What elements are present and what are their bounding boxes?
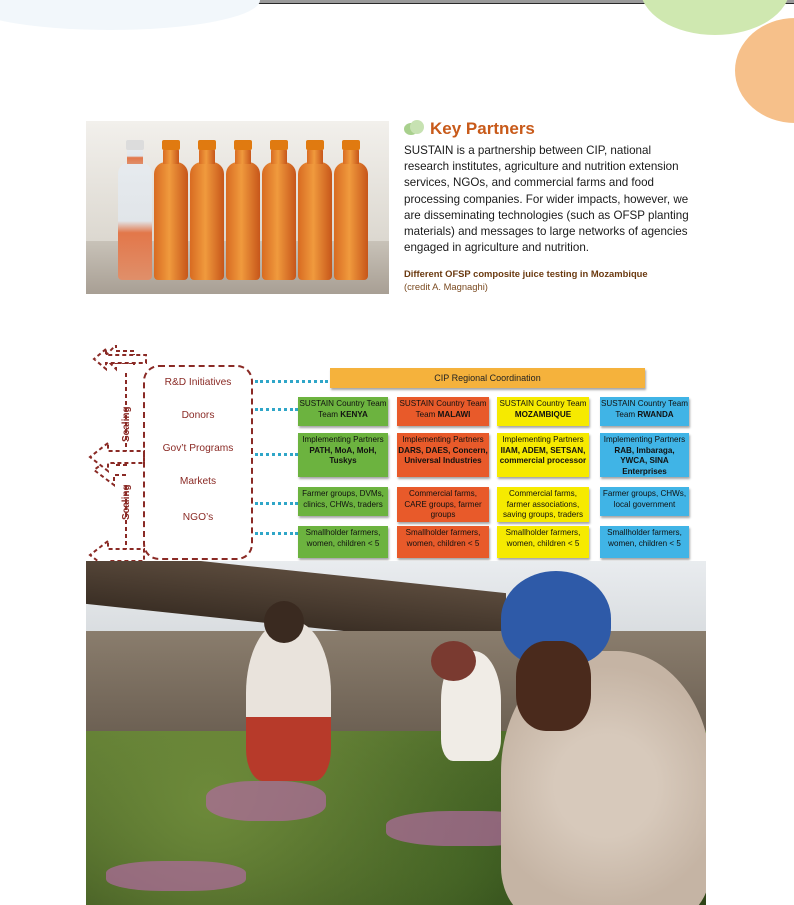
scaling-label-bottom: Scaling (121, 484, 132, 520)
connector-coordination (255, 380, 328, 383)
section-body-text: SUSTAIN is a partnership between CIP, national research institutes, agriculture and nutrition extension services, NGOs, and commercial farms and food processing companies. For wider impacts, however, we are disseminating technologies (such as OFSP planting materials) and messages to large networks of agencies engaged in agriculture and nutrition. (404, 144, 689, 255)
team-label: SUSTAIN Country Team (399, 399, 487, 408)
juice-bottles-photo (86, 121, 389, 294)
groups-box-rwanda: Farmer groups, CHWs, local government (600, 487, 689, 516)
team-label: SUSTAIN Country Team (299, 399, 387, 408)
connector-beneficiaries (255, 532, 298, 535)
team-country: MOZAMBIQUE (514, 409, 572, 419)
beneficiaries-box-malawi: Smallholder farmers, women, children < 5 (397, 526, 489, 558)
team-box-kenya (298, 397, 388, 426)
partners-title: Implementing Partners (402, 435, 484, 444)
section-title: Key Partners (430, 119, 535, 138)
market-photo (86, 561, 706, 905)
team-label-line2: Team RWANDA (615, 409, 674, 419)
leaf-icon (403, 119, 425, 137)
team-box-mozambique (497, 397, 589, 426)
list-item: R&D Initiatives (164, 377, 232, 388)
partners-box-rwanda (600, 433, 689, 477)
photo-caption (404, 267, 648, 293)
partners-list: RAB, Imbaraga, YWCA, SINA Enterprises (614, 445, 675, 476)
team-country: MALAWI (437, 409, 471, 419)
team-country: KENYA (340, 409, 368, 419)
beneficiaries-box-rwanda: Smallholder farmers, women, children < 5 (600, 526, 689, 558)
connector-groups (255, 502, 298, 505)
team-country: RWANDA (637, 409, 674, 419)
connector-partners (255, 453, 298, 456)
caption-credit: (credit A. Magnaghi) (404, 281, 488, 292)
team-box-malawi (397, 397, 489, 426)
partners-list: IIAM, ADEM, SETSAN, commercial processor (499, 445, 587, 465)
connector-teams (255, 408, 298, 411)
scaling-arrows (86, 345, 150, 575)
team-label-line2: Team KENYA (318, 409, 368, 419)
team-label: SUSTAIN Country Team (499, 399, 587, 408)
partners-list: PATH, MoA, MoH, Tuskys (309, 445, 377, 465)
team-box-rwanda (600, 397, 689, 426)
decorative-orange-circle (735, 18, 794, 123)
caption-title: Different OFSP composite juice testing in Mozambique (404, 268, 648, 279)
partners-box-mozambique (497, 433, 589, 477)
groups-box-malawi: Commercial farms, CARE groups, farmer groups (397, 487, 489, 522)
stakeholder-list-box (143, 365, 253, 560)
team-label: SUSTAIN Country Team (601, 399, 688, 408)
list-item: Markets (179, 476, 217, 487)
list-item: Donors (181, 410, 215, 421)
partners-title: Implementing Partners (502, 435, 584, 444)
partners-box-malawi (397, 433, 489, 477)
partners-box-kenya (298, 433, 388, 477)
partners-list: DARS, DAES, Concern, Universal Industries (398, 445, 488, 465)
coordination-box: CIP Regional Coordination (330, 368, 645, 388)
groups-box-kenya: Farmer groups, DVMs, clinics, CHWs, traders (298, 487, 388, 516)
beneficiaries-box-mozambique: Smallholder farmers, women, children < 5 (497, 526, 589, 558)
partners-title: Implementing Partners (302, 435, 384, 444)
team-label-line2: Team MALAWI (415, 409, 471, 419)
groups-box-mozambique: Commercial farms, farmer associations, saving groups, traders (497, 487, 589, 522)
list-item: NGO’s (182, 512, 214, 523)
beneficiaries-box-kenya: Smallholder farmers, women, children < 5 (298, 526, 388, 558)
list-item: Gov’t Programs (162, 443, 234, 454)
partners-title: Implementing Partners (603, 435, 686, 444)
scaling-label-top: Scaling (121, 406, 132, 442)
decorative-blue-wave (0, 0, 260, 30)
